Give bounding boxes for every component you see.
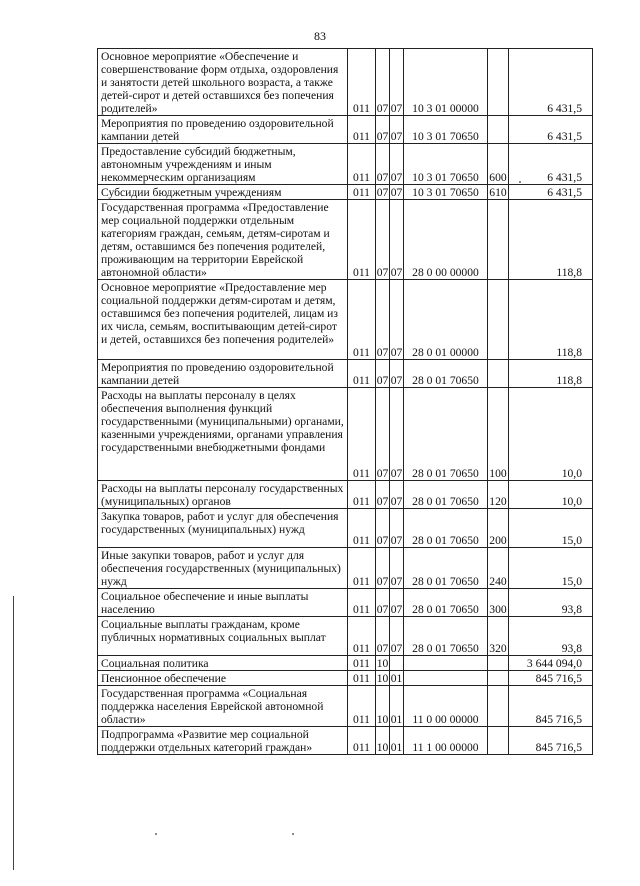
row-name: Социальные выплаты гражданам, кроме публичных нормативных социальных выплат — [98, 617, 348, 656]
table-row — [98, 617, 593, 656]
row-section-code: 07 — [376, 116, 390, 144]
row-subsection-code: 07 — [390, 481, 404, 509]
row-amount: 15,0 — [509, 548, 593, 589]
row-admin-code: 011 — [348, 656, 376, 671]
row-expense-type: 320 — [488, 617, 509, 656]
row-name: Закупка товаров, работ и услуг для обеспечения государственных (муниципальных) нужд — [98, 509, 348, 548]
row-amount: 845 716,5 — [509, 686, 593, 727]
row-admin-code: 011 — [348, 509, 376, 548]
row-section-code: 07 — [376, 388, 390, 481]
row-expense-type: 240 — [488, 548, 509, 589]
budget-table-body — [98, 49, 593, 755]
row-expense-type — [488, 656, 509, 671]
row-section-code: 10 — [376, 727, 390, 755]
row-amount: 118,8 — [509, 360, 593, 388]
row-subsection-code: 07 — [390, 589, 404, 617]
row-admin-code: 011 — [348, 727, 376, 755]
scan-speck — [519, 181, 521, 183]
row-subsection-code: 07 — [390, 186, 403, 199]
row-admin-code: 011 — [348, 144, 376, 185]
row-name: Государственная программа «Предоставление мер социальной поддержки отдельным категориям граждан, семьям, детям-сиротам и детям, оставшимся без попечения родителей, проживающим на территории Еврейской автономной области» — [98, 200, 348, 280]
row-target-article: 10 3 01 00000 — [404, 49, 488, 116]
row-subsection-code: 07 — [390, 548, 404, 589]
table-row — [98, 589, 593, 617]
row-name: Основное мероприятие «Обеспечение и совершенствование форм отдыха, оздоровления и занятости детей школьного возраста, а также детей-сирот и детей оставшихся без попечения родителей» — [98, 49, 348, 116]
row-subsection-code: 01 — [390, 686, 404, 727]
row-admin-code: 011 — [348, 617, 376, 656]
row-expense-type — [488, 727, 509, 755]
row-name: Расходы на выплаты персоналу в целях обеспечения выполнения функций государственными (муниципальными) органами, казенными учреждениями, органами управления государственными внебюджетными фондами — [98, 388, 348, 481]
row-target-article: 28 0 01 70650 — [404, 548, 488, 589]
row-admin-code: 011 — [348, 200, 376, 280]
row-expense-type — [488, 49, 509, 116]
row-name: Основное мероприятие «Предоставление мер социальной поддержки детям-сиротам и детям, оставшимся без попечения родителей, лицам из их числа, семьям, воспитывающим детей-сирот и детей, оставшихся без попечения родителей» — [98, 280, 348, 360]
row-admin-code: 011 — [348, 481, 376, 509]
row-name: Пенсионное обеспечение — [98, 671, 348, 686]
row-amount: 93,8 — [509, 617, 593, 656]
table-row — [98, 481, 593, 509]
row-amount: 15,0 — [509, 509, 593, 548]
row-name: Расходы на выплаты персоналу государственных (муниципальных) органов — [98, 481, 348, 509]
table-row — [98, 388, 593, 481]
row-subsection-code — [390, 656, 404, 671]
row-name: Социальное обеспечение и иные выплаты населению — [98, 589, 348, 617]
table-row — [98, 360, 593, 388]
row-admin-code: 011 — [348, 116, 376, 144]
table-row — [98, 116, 593, 144]
scan-margin-line — [13, 596, 14, 870]
row-admin-code: 011 — [348, 360, 376, 388]
row-subsection-code: 01 — [390, 727, 404, 755]
scan-speck — [292, 833, 294, 835]
row-subsection-code: 07 — [390, 200, 404, 280]
row-amount: 118,8 — [509, 280, 593, 360]
row-admin-code: 011 — [348, 49, 376, 116]
row-section-code: 07 — [376, 589, 390, 617]
row-section-code: 07 — [376, 481, 390, 509]
table-row — [98, 686, 593, 727]
row-section-code: 07 — [376, 49, 390, 116]
row-name: Мероприятия по проведению оздоровительной кампании детей — [98, 360, 348, 388]
row-amount: 118,8 — [509, 200, 593, 280]
row-expense-type: 120 — [488, 481, 509, 509]
row-target-article: 28 0 01 70650 — [404, 589, 488, 617]
row-section-code: 07 — [376, 200, 390, 280]
row-target-article: 11 1 00 00000 — [404, 727, 488, 755]
row-admin-code: 011 — [348, 388, 376, 481]
row-amount: 3 644 094,0 — [509, 656, 593, 671]
row-name: Социальная политика — [98, 656, 348, 671]
table-row — [98, 656, 593, 671]
row-expense-type — [488, 200, 509, 280]
row-expense-type: 600 — [488, 144, 509, 185]
row-admin-code: 011 — [348, 280, 376, 360]
row-section-code: 07 — [376, 144, 390, 185]
row-admin-code: 011 — [348, 185, 376, 200]
row-subsection-code: 07 — [390, 360, 404, 388]
row-expense-type — [488, 280, 509, 360]
row-subsection-code: 07 — [390, 49, 404, 116]
row-amount: 845 716,5 — [509, 727, 593, 755]
table-row — [98, 144, 593, 185]
row-name: Предоставление субсидий бюджетным, автономным учреждениям и иным некоммерческим организациям — [98, 144, 348, 185]
row-expense-type — [488, 686, 509, 727]
budget-table — [97, 48, 593, 755]
row-subsection-code: 07 — [390, 509, 404, 548]
row-expense-type — [488, 360, 509, 388]
row-name: Подпрограмма «Развитие мер социальной поддержки отдельных категорий граждан» — [98, 727, 348, 755]
row-target-article: 28 0 01 00000 — [404, 280, 488, 360]
row-expense-type: 610 — [489, 186, 507, 199]
row-name: Мероприятия по проведению оздоровительной кампании детей — [98, 116, 348, 144]
row-amount: 6 431,5 — [509, 116, 593, 144]
row-admin-code: 011 — [348, 589, 376, 617]
row-subsection-code: 07 — [390, 617, 404, 656]
table-row — [98, 509, 593, 548]
row-target-article: 28 0 01 70650 — [404, 617, 488, 656]
table-row — [98, 671, 593, 686]
row-target-article: 10 3 01 70650 — [404, 185, 488, 200]
row-subsection-code: 01 — [390, 672, 403, 685]
table-row — [98, 49, 593, 116]
row-admin-code: 011 — [348, 686, 376, 727]
row-section-code: 07 — [376, 186, 389, 199]
row-subsection-code: 07 — [390, 280, 404, 360]
row-target-article — [404, 656, 488, 671]
row-admin-code: 011 — [348, 671, 376, 686]
row-section-code: 07 — [376, 617, 390, 656]
row-target-article: 28 0 01 70650 — [404, 388, 488, 481]
row-section-code: 10 — [376, 657, 389, 670]
row-target-article: 10 3 01 70650 — [404, 144, 488, 185]
row-target-article: 11 0 00 00000 — [404, 686, 488, 727]
row-section-code: 07 — [376, 280, 390, 360]
row-subsection-code: 07 — [390, 116, 404, 144]
row-target-article — [404, 671, 488, 686]
table-row — [98, 280, 593, 360]
row-subsection-code: 07 — [390, 144, 404, 185]
table-row — [98, 185, 593, 200]
row-name: Государственная программа «Социальная поддержка населения Еврейской автономной области» — [98, 686, 348, 727]
row-amount: 6 431,5 — [509, 49, 593, 116]
row-subsection-code: 07 — [390, 388, 404, 481]
row-section-code: 07 — [376, 360, 390, 388]
row-name: Иные закупки товаров, работ и услуг для обеспечения государственных (муниципальных) нужд — [98, 548, 348, 589]
row-target-article: 28 0 01 70650 — [404, 360, 488, 388]
row-amount: 93,8 — [509, 589, 593, 617]
row-admin-code: 011 — [348, 548, 376, 589]
row-section-code: 10 — [376, 686, 390, 727]
row-amount: 6 431,5 — [509, 144, 593, 185]
row-expense-type: 200 — [488, 509, 509, 548]
row-section-code: 10 — [376, 672, 389, 685]
row-amount: 845 716,5 — [509, 671, 593, 686]
row-section-code: 07 — [376, 509, 390, 548]
row-expense-type: 100 — [488, 388, 509, 481]
row-amount: 10,0 — [509, 481, 593, 509]
row-target-article: 28 0 01 70650 — [404, 481, 488, 509]
row-target-article: 28 0 00 00000 — [404, 200, 488, 280]
row-expense-type — [488, 116, 509, 144]
row-target-article: 10 3 01 70650 — [404, 116, 488, 144]
scan-speck — [155, 833, 157, 835]
row-expense-type: 300 — [488, 589, 509, 617]
row-amount: 6 431,5 — [509, 185, 593, 200]
row-expense-type — [488, 671, 509, 686]
row-name: Субсидии бюджетным учреждениям — [98, 185, 348, 200]
row-section-code: 07 — [376, 548, 390, 589]
row-amount: 10,0 — [509, 388, 593, 481]
table-row — [98, 200, 593, 280]
row-target-article: 28 0 01 70650 — [404, 509, 488, 548]
page-number: 83 — [314, 29, 326, 43]
table-row — [98, 548, 593, 589]
table-row — [98, 727, 593, 755]
